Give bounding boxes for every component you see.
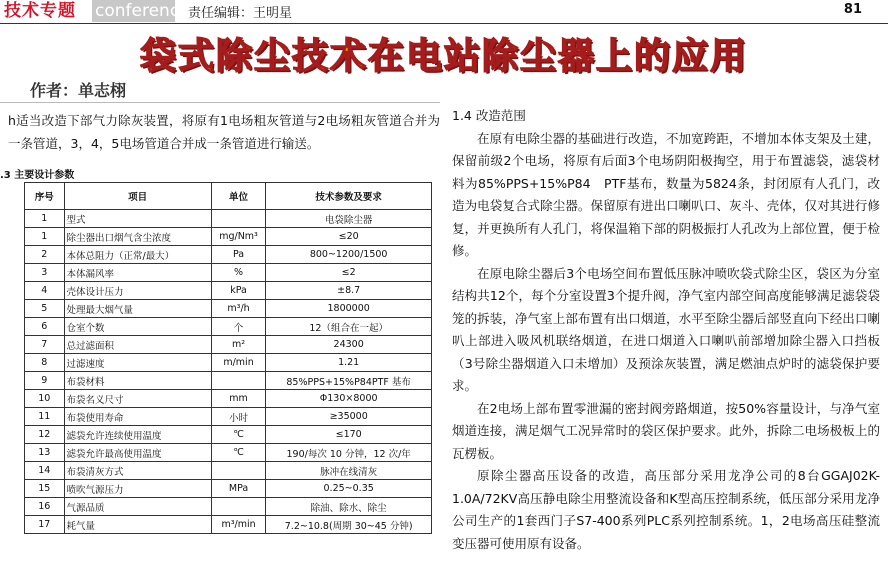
paragraph-4: 原除尘器高压设备的改造，高压部分采用龙净公司的8台GGAJ02K-1.0A/72KV高压静电除尘用整流设备和K型高压控制系统，低压部分采用龙净公司生产的1套西门子S7-400系列PLC系列控制系统。1，2电场高压硅整流变压器可使用原有设备。 (452, 468, 880, 551)
cell-no: 4 (25, 282, 65, 300)
cell-item: 布袋清灰方式 (64, 462, 211, 480)
cell-no: 11 (25, 408, 65, 426)
left-paragraph: h适当改造下部气力除灰装置，将原有1电场粗灰管道与2电场粗灰管道合并为一条管道，3，4，5电场管道合并成一条管道进行输送。 (8, 113, 440, 151)
table-row (25, 210, 432, 228)
cell-value: 1800000 (266, 300, 432, 318)
cell-unit (211, 462, 266, 480)
table-row (25, 300, 432, 318)
cell-unit: kPa (211, 282, 266, 300)
cell-value: 脉冲在线清灰 (266, 462, 432, 480)
cell-item: 滤袋允许最高使用温度 (64, 444, 211, 462)
cell-item: 布袋名义尺寸 (64, 390, 211, 408)
table-body (25, 210, 432, 534)
table-caption: .3 主要设计参数 (0, 170, 75, 181)
cell-unit (211, 498, 266, 516)
cell-item: 型式 (64, 210, 211, 228)
table-row (25, 426, 432, 444)
cell-no: 2 (25, 246, 65, 264)
cell-item: 布袋材料 (64, 372, 211, 390)
table-row (25, 516, 432, 534)
header-no: 序号 (25, 183, 65, 210)
column-tag: 技术专题 (0, 0, 92, 22)
cell-unit: Pa (211, 246, 266, 264)
cell-value: ≥35000 (266, 408, 432, 426)
cell-unit: % (211, 264, 266, 282)
table-row (25, 498, 432, 516)
cell-item: 气源品质 (64, 498, 211, 516)
table-header-row (25, 183, 432, 210)
cell-item: 处理最大烟气量 (64, 300, 211, 318)
cell-no: 12 (25, 426, 65, 444)
cell-value: 24300 (266, 336, 432, 354)
column-tag-english: conference (92, 0, 175, 22)
cell-item: 过滤速度 (64, 354, 211, 372)
header-value: 技术参数及要求 (266, 183, 432, 210)
table-row (25, 354, 432, 372)
cell-unit: 个 (211, 318, 266, 336)
table-row (25, 336, 432, 354)
article-title: 袋式除尘技术在电站除尘器上的应用 (139, 36, 748, 77)
cell-unit: mg/Nm³ (211, 228, 266, 246)
cell-no: 9 (25, 372, 65, 390)
cell-item: 耗气量 (64, 516, 211, 534)
cell-no: 6 (25, 318, 65, 336)
cell-item: 本体总阻力（正常/最大） (64, 246, 211, 264)
paragraph-2: 在原电除尘器后3个电场空间布置低压脉冲喷吹袋式除尘区，袋区为分室结构共12个，每个分室设置3个提升阀，净气室内部空间高度能够满足滤袋袋笼的拆装，净气室上部布置有出口烟道，水平至除尘器后部竖直向下经出口喇叭上部进入吸风机联络烟道，在进口烟道入口喇叭前部增加除尘器入口挡板（3号除尘器烟道入口未增加）及预涂灰装置，满足燃油点炉时的滤袋保护要求。 (452, 265, 880, 393)
header-unit: 单位 (211, 183, 266, 210)
cell-no: 3 (25, 264, 65, 282)
cell-value: 电袋除尘器 (266, 210, 432, 228)
cell-item: 壳体设计压力 (64, 282, 211, 300)
cell-no: 1 (25, 228, 65, 246)
cell-value: ≤170 (266, 426, 432, 444)
cell-no: 13 (25, 444, 65, 462)
cell-no: 8 (25, 354, 65, 372)
cell-no: 1 (25, 210, 65, 228)
cell-value: Φ130×8000 (266, 390, 432, 408)
article-author: 作者：单志栩 (30, 81, 127, 100)
table-row (25, 462, 432, 480)
cell-value: 0.25~0.35 (266, 480, 432, 498)
table-row (25, 372, 432, 390)
cell-item: 仓室个数 (64, 318, 211, 336)
cell-unit: 小时 (211, 408, 266, 426)
cell-unit: m³/min (211, 516, 266, 534)
cell-value: ≤20 (266, 228, 432, 246)
cell-unit: m² (211, 336, 266, 354)
cell-unit: m³/h (211, 300, 266, 318)
cell-item: 除尘器出口烟气含尘浓度 (64, 228, 211, 246)
table-row (25, 282, 432, 300)
cell-unit (211, 372, 266, 390)
cell-no: 7 (25, 336, 65, 354)
paragraph-1: 在原有电除尘器的基础进行改造，不加宽跨距，不增加本体支架及土建，保留前级2个电场，将原有后面3个电场阴阳极掏空，用于布置滤袋，滤袋材料为85%PPS+15%P84 PTF基布，数量为5824条，封闭原有人孔门，改造为电袋复合式除尘器。保留原有进出口喇叭口、灰斗、壳体，仅对其进行修复，并更换所有人孔门，将保温箱下部的阴极振打人孔改为上部位置，便于检修。 (452, 130, 880, 258)
cell-value: 1.21 (266, 354, 432, 372)
cell-value: 7.2~10.8(周期 30~45 分钟) (266, 516, 432, 534)
cell-unit: m/min (211, 354, 266, 372)
cell-value: ±8.7 (266, 282, 432, 300)
cell-no: 15 (25, 480, 65, 498)
right-column (452, 105, 880, 555)
cell-item: 布袋使用寿命 (64, 408, 211, 426)
cell-no: 17 (25, 516, 65, 534)
cell-unit: mm (211, 390, 266, 408)
section-heading: 1.4 改造范围 (452, 108, 526, 123)
paragraph-3: 在2电场上部布置零泄漏的密封阀旁路烟道，按50%容量设计，与净气室烟道连接，满足烟气工况异常时的袋区保护要求。此外，拆除二电场极板上的瓦楞板。 (452, 400, 880, 461)
cell-value: 190/每次 10 分钟，12 次/年 (266, 444, 432, 462)
header-rule (0, 23, 888, 24)
page-number: 81 (843, 2, 862, 17)
cell-value: 800~1200/1500 (266, 246, 432, 264)
table-row (25, 228, 432, 246)
table-row (25, 444, 432, 462)
table-row (25, 246, 432, 264)
cell-unit (211, 210, 266, 228)
table-row (25, 318, 432, 336)
header-item: 项目 (64, 183, 211, 210)
cell-value: 85%PPS+15%P84PTF 基布 (266, 372, 432, 390)
cell-unit: ℃ (211, 444, 266, 462)
cell-no: 14 (25, 462, 65, 480)
cell-item: 本体漏风率 (64, 264, 211, 282)
cell-item: 滤袋允许连续使用温度 (64, 426, 211, 444)
table-row (25, 264, 432, 282)
cell-unit: MPa (211, 480, 266, 498)
cell-item: 喷吹气源压力 (64, 480, 211, 498)
table-row (25, 390, 432, 408)
cell-no: 16 (25, 498, 65, 516)
cell-value: 除油、除水、除尘 (266, 498, 432, 516)
cell-item: 总过滤面积 (64, 336, 211, 354)
cell-no: 10 (25, 390, 65, 408)
design-parameters-table (24, 182, 432, 534)
author-divider (0, 102, 440, 103)
table-row (25, 480, 432, 498)
editor-credit: 责任编辑：王明星 (188, 6, 293, 21)
cell-value: 12（组合在一起） (266, 318, 432, 336)
cell-unit: ℃ (211, 426, 266, 444)
cell-no: 5 (25, 300, 65, 318)
table-row (25, 408, 432, 426)
cell-value: ≤2 (266, 264, 432, 282)
